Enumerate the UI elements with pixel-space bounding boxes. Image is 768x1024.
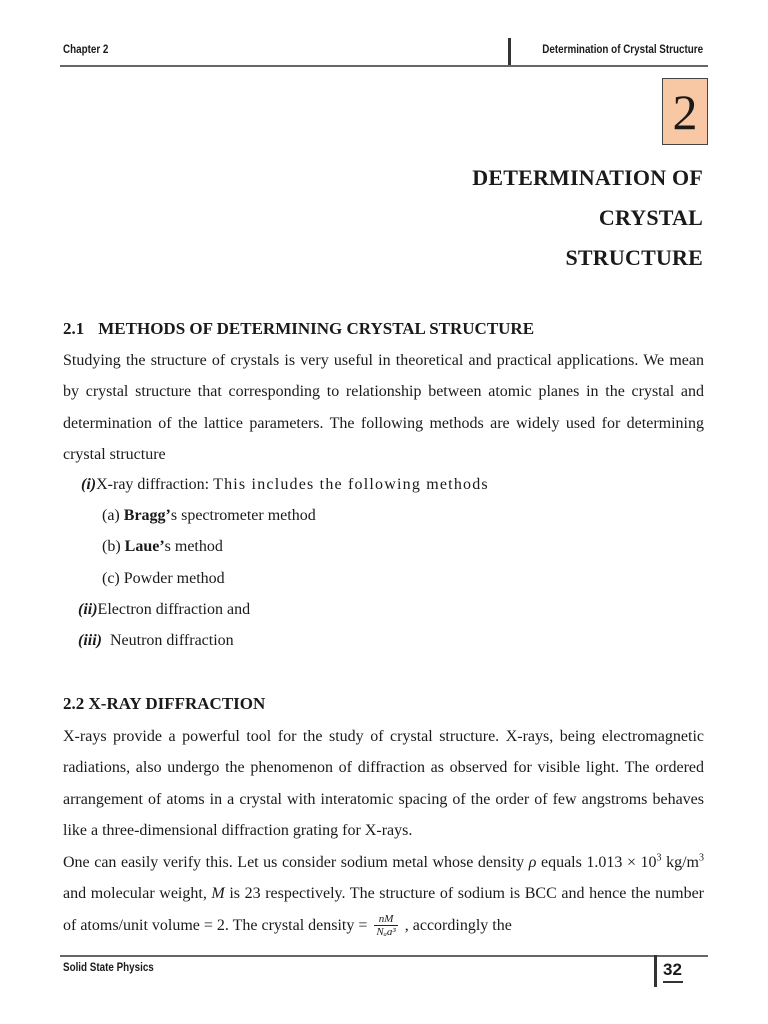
- chapter-number: 2: [672, 83, 698, 140]
- text-run: , accordingly the: [400, 916, 512, 934]
- superscript: 3: [656, 852, 662, 864]
- header-chapter-label: Chapter 2: [63, 42, 109, 56]
- section-2-2-paragraph-2: [63, 847, 704, 941]
- list-marker: (b): [102, 538, 125, 555]
- text-run: equals 1.013 × 10: [536, 854, 657, 871]
- section-heading-2-2: 2.2 X-RAY DIFFRACTION: [63, 694, 266, 713]
- section-number: 2.1: [63, 319, 85, 338]
- list-text-spaced: This includes the following methods: [213, 476, 489, 493]
- list-item-laue: [102, 538, 223, 556]
- text-run: One can easily verify this. Let us consider sodium metal whose density: [63, 854, 529, 871]
- page-number-underline: [663, 981, 683, 983]
- list-marker: (i): [81, 476, 97, 493]
- chapter-title-line-1: DETERMINATION OF: [472, 165, 703, 190]
- header-divider: [508, 38, 511, 66]
- fraction-denominator: Nₐa³: [376, 926, 396, 939]
- section-2-2-paragraph-1: X-rays provide a powerful tool for the study of crystal structure. X-rays, being electromagnetic radiations, also undergo the phenomenon of diffraction as observed for visible light. The ordered arrangement of atoms in a crystal with interatomic spacing of the order of few angstroms behaves like a three-dimensional diffraction grating for X-rays.: [63, 728, 704, 839]
- section-title: METHODS OF DETERMINING CRYSTAL STRUCTURE: [98, 319, 535, 338]
- list-marker: (ii): [78, 601, 98, 618]
- fraction-numerator: nM: [374, 913, 397, 926]
- list-marker: (iii): [78, 632, 102, 649]
- molecular-weight-symbol: M: [211, 885, 225, 903]
- list-text: Neutron diffraction: [102, 632, 234, 649]
- list-text: s spectrometer method: [170, 507, 316, 524]
- footer-divider: [654, 955, 657, 987]
- footer-book-title: Solid State Physics: [63, 960, 154, 974]
- list-text: X-ray diffraction:: [96, 476, 214, 493]
- header-rule: [60, 65, 708, 67]
- text-run: and molecular weight,: [63, 885, 212, 903]
- header-running-title: Determination of Crystal Structure: [542, 42, 703, 56]
- chapter-title-line-3: STRUCTURE: [565, 245, 703, 270]
- list-text: s method: [164, 538, 223, 555]
- section-2-1-paragraph: Studying the structure of crystals is very useful in theoretical and practical applications. We mean by crystal structure that corresponding to relationship between atomic planes in the crystal and determination of the lattice parameters. The following methods are widely used for determining crystal structure: [63, 352, 704, 463]
- page-number: 32: [663, 960, 682, 979]
- list-item-neutron: [78, 632, 234, 650]
- list-item-bragg: [102, 507, 316, 525]
- superscript: 3: [699, 852, 704, 864]
- footer-rule: [60, 955, 708, 957]
- list-marker: (a): [102, 507, 124, 524]
- chapter-number-box: [662, 78, 708, 145]
- laue-name: Laue: [124, 538, 160, 555]
- chapter-title-line-2: CRYSTAL: [598, 205, 703, 230]
- section-heading-2-1: [63, 319, 534, 339]
- bragg-name: Bragg: [123, 507, 166, 524]
- list-item-xray-diffraction: [81, 476, 489, 494]
- text-run: is 23 respectively. The structure of sodium is BCC and hence the number of atoms/unit volume = 2. The crystal density =: [63, 885, 704, 934]
- bragg-apostrophe: ’: [165, 507, 171, 524]
- rho-symbol: ρ: [528, 854, 537, 871]
- density-fraction: [374, 913, 397, 938]
- list-item-electron: [78, 601, 250, 619]
- text-run: kg/m: [661, 854, 699, 871]
- list-text: Electron diffraction and: [97, 601, 251, 618]
- laue-apostrophe: ’: [159, 538, 165, 555]
- list-item-powder: (c) Powder method: [102, 570, 225, 587]
